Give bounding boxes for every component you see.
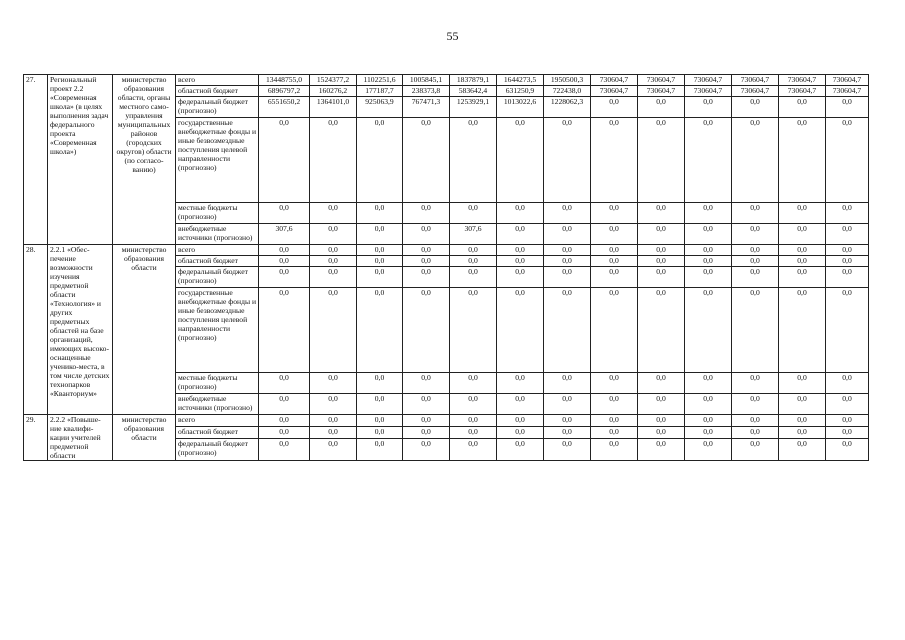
amount-cell: 0,0 bbox=[826, 288, 869, 373]
budget-table bbox=[23, 74, 869, 461]
amount-cell: 0,0 bbox=[591, 438, 638, 460]
amount-cell: 0,0 bbox=[591, 426, 638, 438]
amount-cell: 0,0 bbox=[357, 394, 403, 415]
amount-cell: 0,0 bbox=[591, 224, 638, 245]
amount-cell: 0,0 bbox=[544, 118, 591, 203]
amount-cell: 0,0 bbox=[732, 288, 779, 373]
amount-cell: 730604,7 bbox=[779, 75, 826, 86]
amount-cell: 0,0 bbox=[638, 245, 685, 256]
amount-cell: 0,0 bbox=[638, 426, 685, 438]
row-number: 28. bbox=[24, 245, 48, 415]
amount-cell: 0,0 bbox=[591, 394, 638, 415]
amount-cell: 0,0 bbox=[310, 267, 357, 288]
amount-cell: 1005845,1 bbox=[403, 75, 450, 86]
amount-cell: 160276,2 bbox=[310, 86, 357, 97]
amount-cell: 0,0 bbox=[591, 118, 638, 203]
amount-cell: 0,0 bbox=[685, 394, 732, 415]
amount-cell: 0,0 bbox=[497, 426, 544, 438]
amount-cell: 0,0 bbox=[638, 224, 685, 245]
amount-cell: 6551650,2 bbox=[259, 97, 310, 118]
amount-cell: 0,0 bbox=[591, 288, 638, 373]
amount-cell: 0,0 bbox=[779, 415, 826, 427]
amount-cell: 0,0 bbox=[310, 373, 357, 394]
amount-cell: 0,0 bbox=[310, 426, 357, 438]
amount-cell: 0,0 bbox=[259, 118, 310, 203]
amount-cell: 0,0 bbox=[826, 256, 869, 267]
amount-cell: 0,0 bbox=[357, 118, 403, 203]
amount-cell: 0,0 bbox=[685, 426, 732, 438]
amount-cell: 0,0 bbox=[403, 203, 450, 224]
amount-cell: 0,0 bbox=[450, 288, 497, 373]
amount-cell: 0,0 bbox=[310, 224, 357, 245]
amount-cell: 0,0 bbox=[357, 267, 403, 288]
amount-cell: 0,0 bbox=[638, 288, 685, 373]
amount-cell: 0,0 bbox=[403, 373, 450, 394]
amount-cell: 0,0 bbox=[826, 373, 869, 394]
amount-cell: 0,0 bbox=[403, 394, 450, 415]
amount-cell: 0,0 bbox=[259, 267, 310, 288]
funding-source: государственные внебюджетные фонды и иные безвозмездные поступления целевой направленности (прогнозно) bbox=[176, 118, 259, 203]
amount-cell: 0,0 bbox=[403, 256, 450, 267]
amount-cell: 0,0 bbox=[310, 245, 357, 256]
amount-cell: 0,0 bbox=[497, 415, 544, 427]
amount-cell: 307,6 bbox=[450, 224, 497, 245]
amount-cell: 767471,3 bbox=[403, 97, 450, 118]
amount-cell: 13448755,0 bbox=[259, 75, 310, 86]
amount-cell: 0,0 bbox=[310, 438, 357, 460]
amount-cell: 631250,9 bbox=[497, 86, 544, 97]
amount-cell: 0,0 bbox=[357, 415, 403, 427]
amount-cell: 0,0 bbox=[779, 97, 826, 118]
amount-cell: 0,0 bbox=[544, 415, 591, 427]
amount-cell: 0,0 bbox=[779, 438, 826, 460]
amount-cell: 0,0 bbox=[259, 373, 310, 394]
amount-cell: 0,0 bbox=[544, 245, 591, 256]
amount-cell: 0,0 bbox=[826, 224, 869, 245]
amount-cell: 0,0 bbox=[310, 288, 357, 373]
funding-source: местные бюджеты (прогнозно) bbox=[176, 373, 259, 394]
amount-cell: 0,0 bbox=[497, 267, 544, 288]
table-row bbox=[24, 415, 869, 427]
amount-cell: 730604,7 bbox=[685, 75, 732, 86]
amount-cell: 0,0 bbox=[497, 438, 544, 460]
amount-cell: 0,0 bbox=[732, 256, 779, 267]
amount-cell: 0,0 bbox=[638, 203, 685, 224]
amount-cell: 177187,7 bbox=[357, 86, 403, 97]
amount-cell: 730604,7 bbox=[826, 86, 869, 97]
funding-source: местные бюджеты (прогнозно) bbox=[176, 203, 259, 224]
amount-cell: 0,0 bbox=[638, 256, 685, 267]
amount-cell: 0,0 bbox=[544, 394, 591, 415]
amount-cell: 0,0 bbox=[826, 426, 869, 438]
funding-source: областной бюджет bbox=[176, 256, 259, 267]
amount-cell: 0,0 bbox=[779, 267, 826, 288]
amount-cell: 0,0 bbox=[638, 394, 685, 415]
amount-cell: 0,0 bbox=[310, 203, 357, 224]
amount-cell: 730604,7 bbox=[779, 86, 826, 97]
amount-cell: 0,0 bbox=[591, 245, 638, 256]
amount-cell: 1950500,3 bbox=[544, 75, 591, 86]
amount-cell: 0,0 bbox=[685, 118, 732, 203]
funding-source: всего bbox=[176, 245, 259, 256]
funding-source: всего bbox=[176, 75, 259, 86]
amount-cell: 0,0 bbox=[357, 256, 403, 267]
amount-cell: 0,0 bbox=[685, 288, 732, 373]
amount-cell: 730604,7 bbox=[732, 86, 779, 97]
page-number: 55 bbox=[446, 29, 459, 43]
amount-cell: 0,0 bbox=[591, 97, 638, 118]
amount-cell: 0,0 bbox=[685, 373, 732, 394]
amount-cell: 0,0 bbox=[826, 97, 869, 118]
row-number: 29. bbox=[24, 415, 48, 461]
amount-cell: 0,0 bbox=[450, 256, 497, 267]
amount-cell: 1524377,2 bbox=[310, 75, 357, 86]
amount-cell: 0,0 bbox=[638, 438, 685, 460]
amount-cell: 0,0 bbox=[310, 394, 357, 415]
amount-cell: 0,0 bbox=[779, 373, 826, 394]
amount-cell: 1228062,3 bbox=[544, 97, 591, 118]
amount-cell: 0,0 bbox=[732, 97, 779, 118]
amount-cell: 730604,7 bbox=[732, 75, 779, 86]
amount-cell: 0,0 bbox=[779, 288, 826, 373]
amount-cell: 0,0 bbox=[497, 224, 544, 245]
amount-cell: 0,0 bbox=[310, 256, 357, 267]
amount-cell: 0,0 bbox=[357, 373, 403, 394]
amount-cell: 0,0 bbox=[403, 288, 450, 373]
amount-cell: 0,0 bbox=[732, 224, 779, 245]
amount-cell: 0,0 bbox=[638, 415, 685, 427]
amount-cell: 0,0 bbox=[544, 256, 591, 267]
amount-cell: 1253929,1 bbox=[450, 97, 497, 118]
responsible-executor: министерство образования области, органы местного само-управления муниципальных районов (городских округов) области (по согласо-ванию) bbox=[113, 75, 176, 245]
amount-cell: 0,0 bbox=[591, 203, 638, 224]
amount-cell: 0,0 bbox=[779, 426, 826, 438]
amount-cell: 0,0 bbox=[591, 256, 638, 267]
amount-cell: 0,0 bbox=[638, 118, 685, 203]
amount-cell: 730604,7 bbox=[826, 75, 869, 86]
amount-cell: 0,0 bbox=[685, 415, 732, 427]
funding-source: областной бюджет bbox=[176, 426, 259, 438]
amount-cell: 0,0 bbox=[450, 394, 497, 415]
amount-cell: 0,0 bbox=[403, 224, 450, 245]
amount-cell: 0,0 bbox=[685, 224, 732, 245]
amount-cell: 0,0 bbox=[310, 415, 357, 427]
project-name: 2.2.2 «Повыше-ние квалифи-кации учителей предметной области bbox=[48, 415, 113, 461]
amount-cell: 0,0 bbox=[450, 426, 497, 438]
responsible-executor: министерство образования области bbox=[113, 245, 176, 415]
amount-cell: 0,0 bbox=[450, 415, 497, 427]
amount-cell: 0,0 bbox=[544, 224, 591, 245]
amount-cell: 0,0 bbox=[732, 373, 779, 394]
amount-cell: 0,0 bbox=[638, 97, 685, 118]
funding-source: федеральный бюджет (прогнозно) bbox=[176, 267, 259, 288]
amount-cell: 307,6 bbox=[259, 224, 310, 245]
amount-cell: 0,0 bbox=[259, 394, 310, 415]
amount-cell: 0,0 bbox=[497, 373, 544, 394]
amount-cell: 0,0 bbox=[732, 118, 779, 203]
amount-cell: 0,0 bbox=[685, 245, 732, 256]
amount-cell: 0,0 bbox=[732, 438, 779, 460]
amount-cell: 0,0 bbox=[732, 203, 779, 224]
amount-cell: 0,0 bbox=[685, 438, 732, 460]
amount-cell: 0,0 bbox=[732, 394, 779, 415]
amount-cell: 0,0 bbox=[826, 203, 869, 224]
amount-cell: 0,0 bbox=[544, 288, 591, 373]
amount-cell: 0,0 bbox=[544, 373, 591, 394]
amount-cell: 0,0 bbox=[544, 438, 591, 460]
amount-cell: 730604,7 bbox=[685, 86, 732, 97]
amount-cell: 0,0 bbox=[685, 97, 732, 118]
amount-cell: 0,0 bbox=[779, 256, 826, 267]
amount-cell: 0,0 bbox=[591, 373, 638, 394]
amount-cell: 730604,7 bbox=[638, 75, 685, 86]
amount-cell: 0,0 bbox=[826, 438, 869, 460]
amount-cell: 0,0 bbox=[450, 267, 497, 288]
amount-cell: 0,0 bbox=[497, 203, 544, 224]
amount-cell: 6896797,2 bbox=[259, 86, 310, 97]
funding-source: внебюджетные источники (прогнозно) bbox=[176, 224, 259, 245]
amount-cell: 0,0 bbox=[259, 203, 310, 224]
amount-cell: 0,0 bbox=[403, 245, 450, 256]
funding-source: государственные внебюджетные фонды и иные безвозмездные поступления целевой направленности (прогнозно) bbox=[176, 288, 259, 373]
amount-cell: 0,0 bbox=[259, 245, 310, 256]
amount-cell: 0,0 bbox=[779, 118, 826, 203]
amount-cell: 0,0 bbox=[259, 288, 310, 373]
funding-source: федеральный бюджет (прогнозно) bbox=[176, 97, 259, 118]
funding-source: всего bbox=[176, 415, 259, 427]
amount-cell: 0,0 bbox=[685, 267, 732, 288]
amount-cell: 0,0 bbox=[450, 203, 497, 224]
table-row bbox=[24, 75, 869, 86]
funding-source: федеральный бюджет (прогнозно) bbox=[176, 438, 259, 460]
amount-cell: 0,0 bbox=[591, 415, 638, 427]
amount-cell: 0,0 bbox=[779, 224, 826, 245]
amount-cell: 0,0 bbox=[259, 426, 310, 438]
amount-cell: 0,0 bbox=[826, 415, 869, 427]
amount-cell: 238373,8 bbox=[403, 86, 450, 97]
amount-cell: 0,0 bbox=[685, 256, 732, 267]
amount-cell: 0,0 bbox=[450, 373, 497, 394]
amount-cell: 0,0 bbox=[826, 267, 869, 288]
responsible-executor: министерство образования области bbox=[113, 415, 176, 461]
row-number: 27. bbox=[24, 75, 48, 245]
amount-cell: 0,0 bbox=[259, 415, 310, 427]
amount-cell: 0,0 bbox=[357, 245, 403, 256]
funding-source: внебюджетные источники (прогнозно) bbox=[176, 394, 259, 415]
amount-cell: 0,0 bbox=[826, 245, 869, 256]
amount-cell: 0,0 bbox=[544, 203, 591, 224]
amount-cell: 730604,7 bbox=[591, 75, 638, 86]
amount-cell: 0,0 bbox=[497, 118, 544, 203]
amount-cell: 0,0 bbox=[638, 373, 685, 394]
amount-cell: 0,0 bbox=[357, 203, 403, 224]
amount-cell: 0,0 bbox=[310, 118, 357, 203]
amount-cell: 583642,4 bbox=[450, 86, 497, 97]
amount-cell: 0,0 bbox=[826, 118, 869, 203]
amount-cell: 1364101,0 bbox=[310, 97, 357, 118]
amount-cell: 1102251,6 bbox=[357, 75, 403, 86]
amount-cell: 0,0 bbox=[732, 415, 779, 427]
amount-cell: 1837879,1 bbox=[450, 75, 497, 86]
amount-cell: 0,0 bbox=[544, 426, 591, 438]
amount-cell: 0,0 bbox=[826, 394, 869, 415]
amount-cell: 0,0 bbox=[403, 267, 450, 288]
amount-cell: 0,0 bbox=[638, 267, 685, 288]
amount-cell: 0,0 bbox=[591, 267, 638, 288]
amount-cell: 0,0 bbox=[779, 394, 826, 415]
amount-cell: 0,0 bbox=[497, 394, 544, 415]
amount-cell: 0,0 bbox=[403, 415, 450, 427]
amount-cell: 1644273,5 bbox=[497, 75, 544, 86]
amount-cell: 0,0 bbox=[497, 288, 544, 373]
amount-cell: 722438,0 bbox=[544, 86, 591, 97]
amount-cell: 0,0 bbox=[357, 288, 403, 373]
amount-cell: 730604,7 bbox=[591, 86, 638, 97]
amount-cell: 0,0 bbox=[779, 245, 826, 256]
amount-cell: 0,0 bbox=[403, 438, 450, 460]
amount-cell: 0,0 bbox=[779, 203, 826, 224]
amount-cell: 0,0 bbox=[732, 426, 779, 438]
amount-cell: 925063,9 bbox=[357, 97, 403, 118]
amount-cell: 0,0 bbox=[357, 224, 403, 245]
amount-cell: 0,0 bbox=[259, 438, 310, 460]
amount-cell: 0,0 bbox=[497, 245, 544, 256]
amount-cell: 730604,7 bbox=[638, 86, 685, 97]
amount-cell: 0,0 bbox=[732, 245, 779, 256]
amount-cell: 0,0 bbox=[403, 118, 450, 203]
amount-cell: 1013022,6 bbox=[497, 97, 544, 118]
amount-cell: 0,0 bbox=[357, 426, 403, 438]
funding-source: областной бюджет bbox=[176, 86, 259, 97]
project-name: 2.2.1 «Обес-печение возможности изучения предметной области «Технология» и других предметных областей на базе организаций, имеющих высоко-оснащенные ученико-места, в том числе детских технопарков «Кванториум» bbox=[48, 245, 113, 415]
amount-cell: 0,0 bbox=[259, 256, 310, 267]
amount-cell: 0,0 bbox=[544, 267, 591, 288]
amount-cell: 0,0 bbox=[450, 438, 497, 460]
amount-cell: 0,0 bbox=[450, 118, 497, 203]
amount-cell: 0,0 bbox=[403, 426, 450, 438]
table-row bbox=[24, 245, 869, 256]
project-name: Региональный проект 2.2 «Современная школа» (в целях выполнения задач федерального проекта «Современная школа») bbox=[48, 75, 113, 245]
amount-cell: 0,0 bbox=[450, 245, 497, 256]
amount-cell: 0,0 bbox=[732, 267, 779, 288]
amount-cell: 0,0 bbox=[685, 203, 732, 224]
amount-cell: 0,0 bbox=[497, 256, 544, 267]
amount-cell: 0,0 bbox=[357, 438, 403, 460]
